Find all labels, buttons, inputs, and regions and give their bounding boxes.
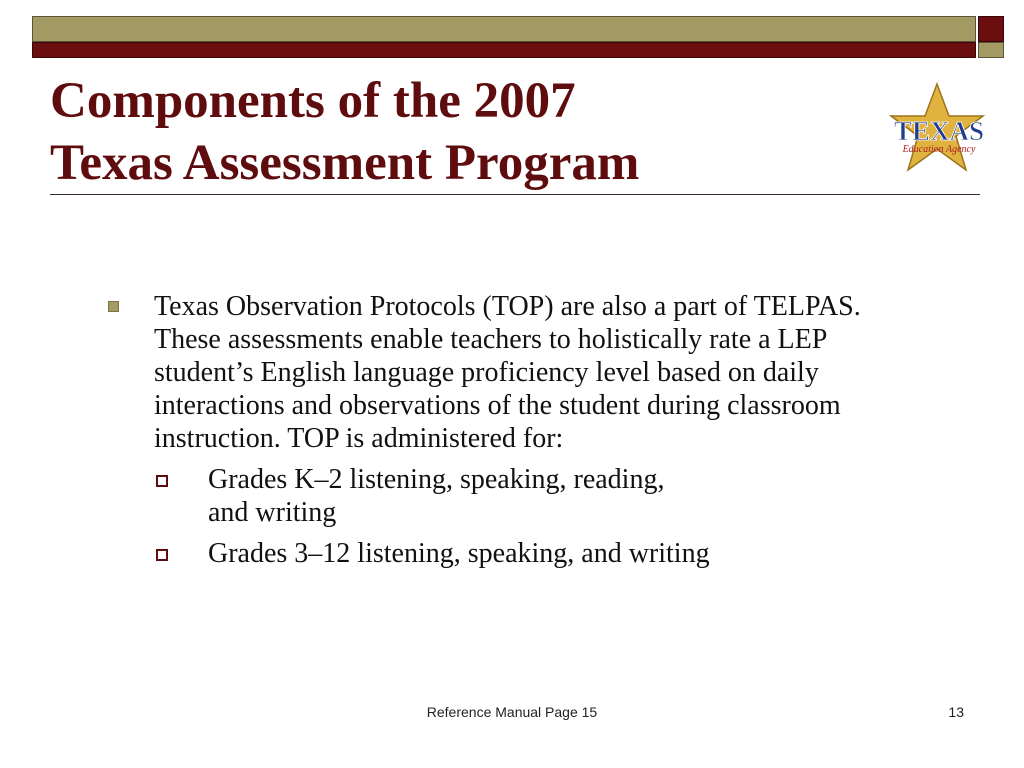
header-bar-olive: [32, 16, 976, 42]
header-bar-maroon: [32, 42, 976, 58]
sub-bullet-text-2: Grades 3–12 listening, speaking, and writing: [208, 538, 710, 569]
bullet-text: Texas Observation Protocols (TOP) are also a part of TELPAS. These assessments enable teachers to holistically rate a LEP student’s English language proficiency level based on daily interactions and observations of the student during classroom instruction. TOP is administered for:: [154, 291, 861, 454]
footer-page-number: 13: [948, 704, 964, 720]
slide-content: [104, 290, 894, 578]
logo-text-sub: Education Agency: [902, 144, 976, 155]
sub-bullet-text-1a: Grades K–2 listening, speaking, reading,: [208, 464, 665, 495]
slide-title-line-2: Texas Assessment Program: [50, 135, 640, 191]
list-item: [104, 463, 894, 529]
header-square-maroon: [978, 16, 1004, 42]
sub-bullet-text-1b: and writing: [208, 497, 337, 528]
list-item: [104, 537, 894, 570]
title-underline: [50, 194, 980, 195]
square-bullet-icon: [108, 301, 119, 312]
logo-text-main: TEXAS: [893, 116, 985, 146]
tea-logo: [885, 82, 997, 178]
list-item: [104, 290, 894, 455]
header-square-olive: [978, 42, 1004, 58]
hollow-square-bullet-icon: [156, 549, 168, 561]
sub-list: [104, 463, 894, 570]
slide-title: [50, 70, 870, 194]
footer-reference: Reference Manual Page 15: [426, 704, 598, 720]
slide-title-line-1: Components of the 2007: [50, 73, 576, 129]
hollow-square-bullet-icon: [156, 475, 168, 487]
